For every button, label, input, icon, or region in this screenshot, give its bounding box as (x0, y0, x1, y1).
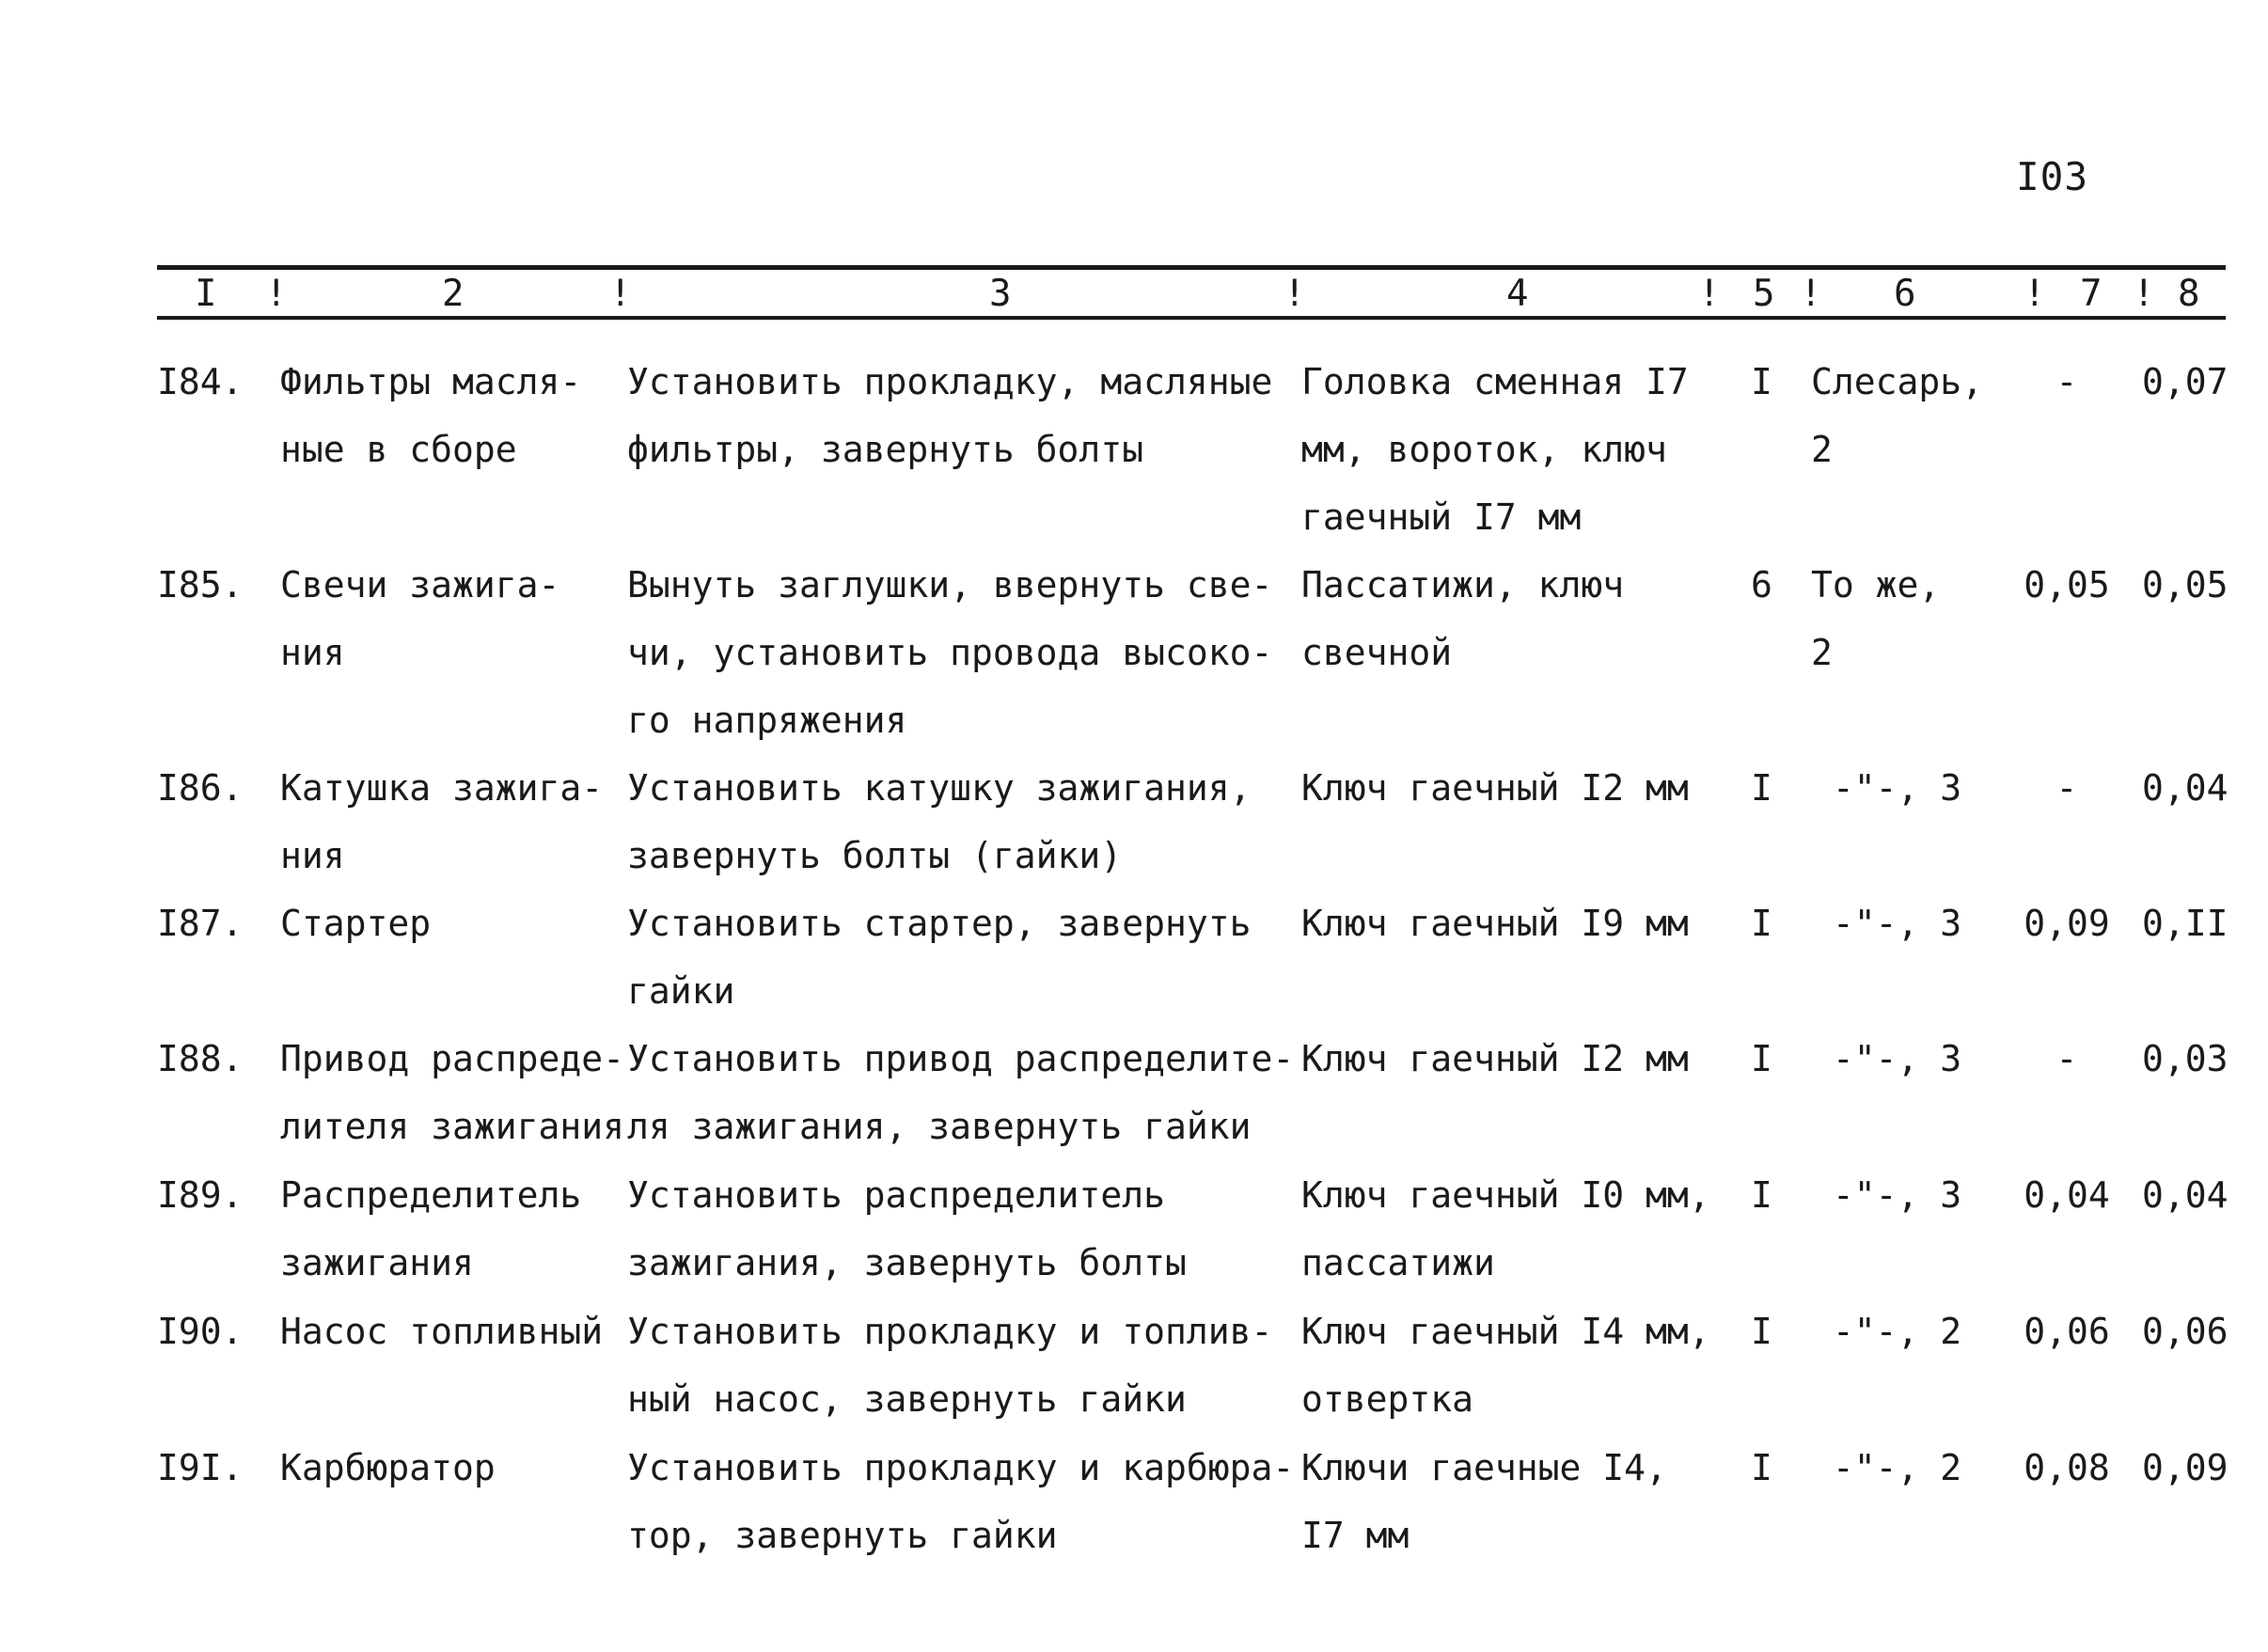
part-name: Стартер (280, 903, 432, 944)
time-col-8: 0,03 (2142, 1038, 2229, 1079)
header-col-3: 3 (989, 273, 1012, 315)
row-number: I88. (157, 1038, 244, 1079)
tools: Ключи гаечные I4, I7 мм (1301, 1447, 1667, 1556)
quantity: I (1751, 903, 1772, 944)
time-col-8: 0,II (2142, 903, 2229, 944)
tools: Головка сменная I7 мм, вороток, ключ гаечный I7 мм (1301, 361, 1689, 538)
time-col-7: - (2055, 1038, 2078, 1079)
operation: Установить прокладку, масляные фильтры, завернуть болты (627, 361, 1273, 470)
quantity: I (1751, 1447, 1772, 1488)
time-col-7: - (2055, 361, 2078, 402)
time-col-7: 0,05 (2024, 564, 2110, 606)
header-col-1: I (195, 273, 217, 315)
worker-grade: -"-, 2 (1811, 1311, 1962, 1352)
page-number: I03 (2016, 154, 2089, 199)
header-col-7: 7 (2080, 273, 2103, 315)
header-col-6: 6 (1894, 273, 1916, 315)
tools: Ключ гаечный I2 мм (1301, 767, 1689, 809)
header-col-5: 5 (1753, 273, 1775, 315)
part-name: Свечи зажига- ния (280, 564, 560, 673)
header-sep: ! (1800, 273, 1822, 315)
quantity: I (1751, 1174, 1772, 1216)
quantity: I (1751, 1311, 1772, 1352)
part-name: Привод распреде- лителя зажигания (280, 1038, 625, 1147)
worker-grade: То же, 2 (1811, 564, 1941, 673)
row-number: I9I. (157, 1447, 244, 1488)
time-col-7: 0,06 (2024, 1311, 2110, 1352)
header-col-8: 8 (2178, 273, 2200, 315)
worker-grade: -"-, 3 (1811, 1174, 1962, 1216)
header-sep: ! (2133, 273, 2155, 315)
part-name: Насос топливный (280, 1311, 604, 1352)
time-col-8: 0,04 (2142, 767, 2229, 809)
time-col-8: 0,06 (2142, 1311, 2229, 1352)
header-sep: ! (265, 273, 288, 315)
header-sep: ! (609, 273, 632, 315)
time-col-7: - (2055, 767, 2078, 809)
operation: Установить прокладку и карбюра- тор, завернуть гайки (627, 1447, 1295, 1556)
tools: Ключ гаечный I0 мм, пассатижи (1301, 1174, 1710, 1283)
tools: Ключ гаечный I9 мм (1301, 903, 1689, 944)
row-number: I90. (157, 1311, 244, 1352)
row-number: I84. (157, 361, 244, 402)
header-sep: ! (2024, 273, 2046, 315)
part-name: Фильтры масля- ные в сборе (280, 361, 582, 470)
time-col-7: 0,04 (2024, 1174, 2110, 1216)
time-col-7: 0,08 (2024, 1447, 2110, 1488)
header-sep: ! (1284, 273, 1306, 315)
header-rule-top (157, 265, 2226, 270)
part-name: Карбюратор (280, 1447, 496, 1488)
operation: Установить катушку зажигания, завернуть болты (гайки) (627, 767, 1252, 876)
row-number: I89. (157, 1174, 244, 1216)
time-col-8: 0,09 (2142, 1447, 2229, 1488)
row-number: I87. (157, 903, 244, 944)
worker-grade: -"-, 3 (1811, 767, 1962, 809)
tools: Ключ гаечный I2 мм (1301, 1038, 1689, 1079)
row-number: I86. (157, 767, 244, 809)
tools: Пассатижи, ключ свечной (1301, 564, 1625, 673)
quantity: I (1751, 1038, 1772, 1079)
quantity: I (1751, 361, 1772, 402)
worker-grade: -"-, 2 (1811, 1447, 1962, 1488)
tools: Ключ гаечный I4 мм, отвертка (1301, 1311, 1710, 1420)
time-col-8: 0,07 (2142, 361, 2229, 402)
operation: Установить стартер, завернуть гайки (627, 903, 1252, 1012)
quantity: I (1751, 767, 1772, 809)
time-col-8: 0,04 (2142, 1174, 2229, 1216)
part-name: Катушка зажига- ния (280, 767, 604, 876)
time-col-8: 0,05 (2142, 564, 2229, 606)
worker-grade: -"-, 3 (1811, 1038, 1962, 1079)
operation: Установить привод распределите- ля зажигания, завернуть гайки (627, 1038, 1295, 1147)
time-col-7: 0,09 (2024, 903, 2110, 944)
quantity: 6 (1751, 564, 1772, 606)
header-sep: ! (1698, 273, 1721, 315)
operation: Вынуть заглушки, ввернуть све- чи, установить провода высоко- го напряжения (627, 564, 1273, 741)
row-number: I85. (157, 564, 244, 606)
operation: Установить прокладку и топлив- ный насос, завернуть гайки (627, 1311, 1273, 1420)
header-col-4: 4 (1506, 273, 1529, 315)
header-col-2: 2 (442, 273, 465, 315)
part-name: Распределитель зажигания (280, 1174, 582, 1283)
operation: Установить распределитель зажигания, завернуть болты (627, 1174, 1187, 1283)
worker-grade: -"-, 3 (1811, 903, 1962, 944)
header-rule-bottom (157, 316, 2226, 320)
worker-grade: Слесарь, 2 (1811, 361, 1984, 470)
